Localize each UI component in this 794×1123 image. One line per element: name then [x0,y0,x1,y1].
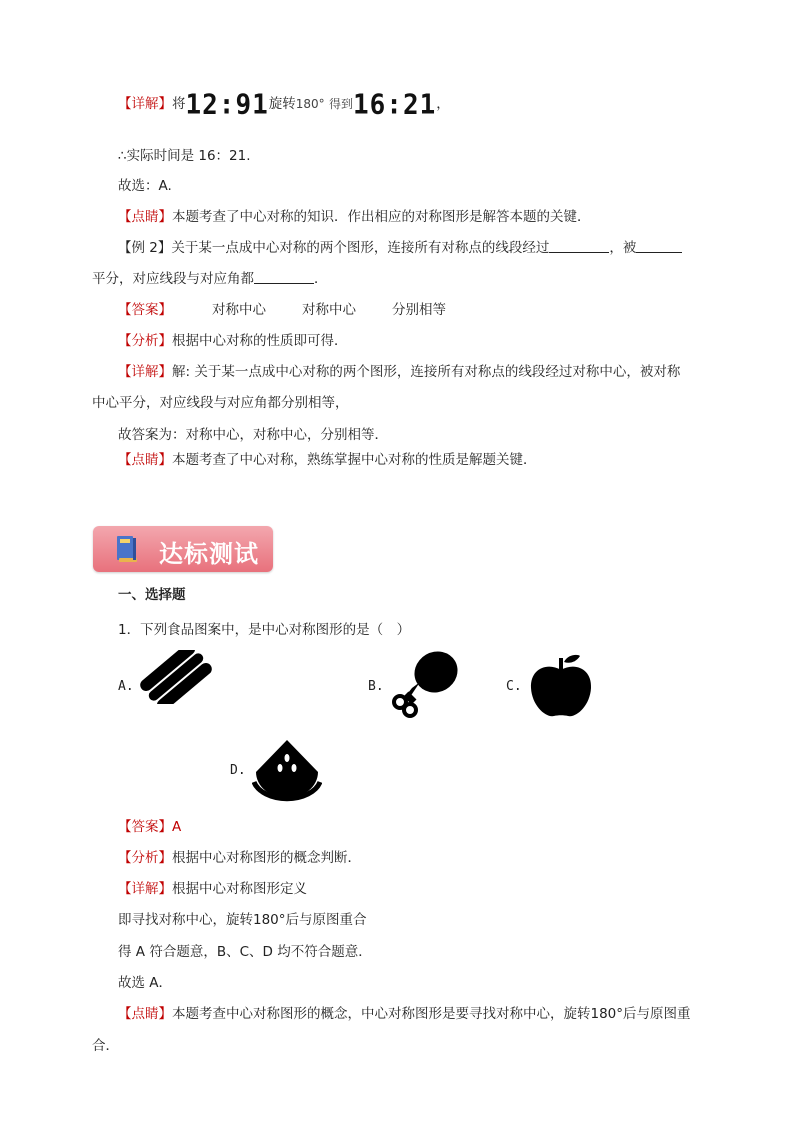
ex1-detail-line: 【详解】将12:91旋转180° 得到16:21， [118,89,450,121]
ex2-detail-1: 【详解】解: 关于某一点成中心对称的两个图形，连接所有对称点的线段经过对称中心，被对称 [118,364,681,380]
ex2-question-line1: 【例 2】关于某一点成中心对称的两个图形，连接所有对称点的线段经过 ，被 [118,238,682,258]
q1-comment-2: 合． [92,1038,119,1054]
clock-original-image: 12:91 [185,89,269,121]
q1-analysis: 【分析】根据中心对称图形的概念判断． [118,850,361,866]
ex2-final: 故答案为：对称中心，对称中心，分别相等． [118,427,388,443]
blank-3 [254,269,314,284]
ex2-detail-2: 中心平分，对应线段与对应角都分别相等， [92,395,349,411]
q1-line-2: 得 A 符合题意，B、C、D 均不符合题意． [118,944,372,960]
ex2-analysis: 【分析】根据中心对称的性质即可得． [118,333,348,349]
hotdog-icon [140,650,212,704]
watermelon-icon [252,738,322,804]
ex2-question-line2: 平分，对应线段与对应角都 ． [92,271,328,287]
subsection-title: 一、选择题 [118,587,186,603]
section-banner [93,526,273,572]
option-d-label: D. [230,763,246,778]
apple-icon [528,652,594,718]
therefore-line: ∴实际时间是 16：21. [118,148,251,164]
choose-line: 故选：A. [118,178,172,194]
q1-comment-1: 【点睛】本题考查中心对称图形的概念，中心对称图形是要寻找对称中心，旋转180°后与原图重 [118,1006,691,1022]
q1-line-1: 即寻找对称中心，旋转180°后与原图重合 [118,912,367,928]
q1-answer: 【答案】A [118,819,182,835]
option-c-label: C. [506,679,522,694]
clock-result-image: 16:21 [353,89,437,121]
q1-detail: 【详解】根据中心对称图形定义 [118,881,307,897]
drumstick-icon [390,650,462,720]
ex2-answer: 【答案】 对称中心 对称中心 分别相等 [118,302,446,318]
blank-2 [636,238,682,253]
book-icon [115,534,139,564]
blank-1 [549,238,609,253]
q1-stem: 1．下列食品图案中，是中心对称图形的是（ ） [118,622,411,638]
detail-tag: 【详解】 [118,96,172,112]
ex2-comment: 【点睛】本题考查了中心对称，熟练掌握中心对称的性质是解题关键． [118,452,537,468]
option-b-label: B. [368,679,384,694]
q1-choose: 故选 A． [118,975,173,991]
ex1-comment: 【点睛】本题考查了中心对称的知识．作出相应的对称图形是解答本题的关键． [118,209,591,225]
section-title: 达标测试 [159,540,259,568]
option-a-label: A. [118,679,134,694]
